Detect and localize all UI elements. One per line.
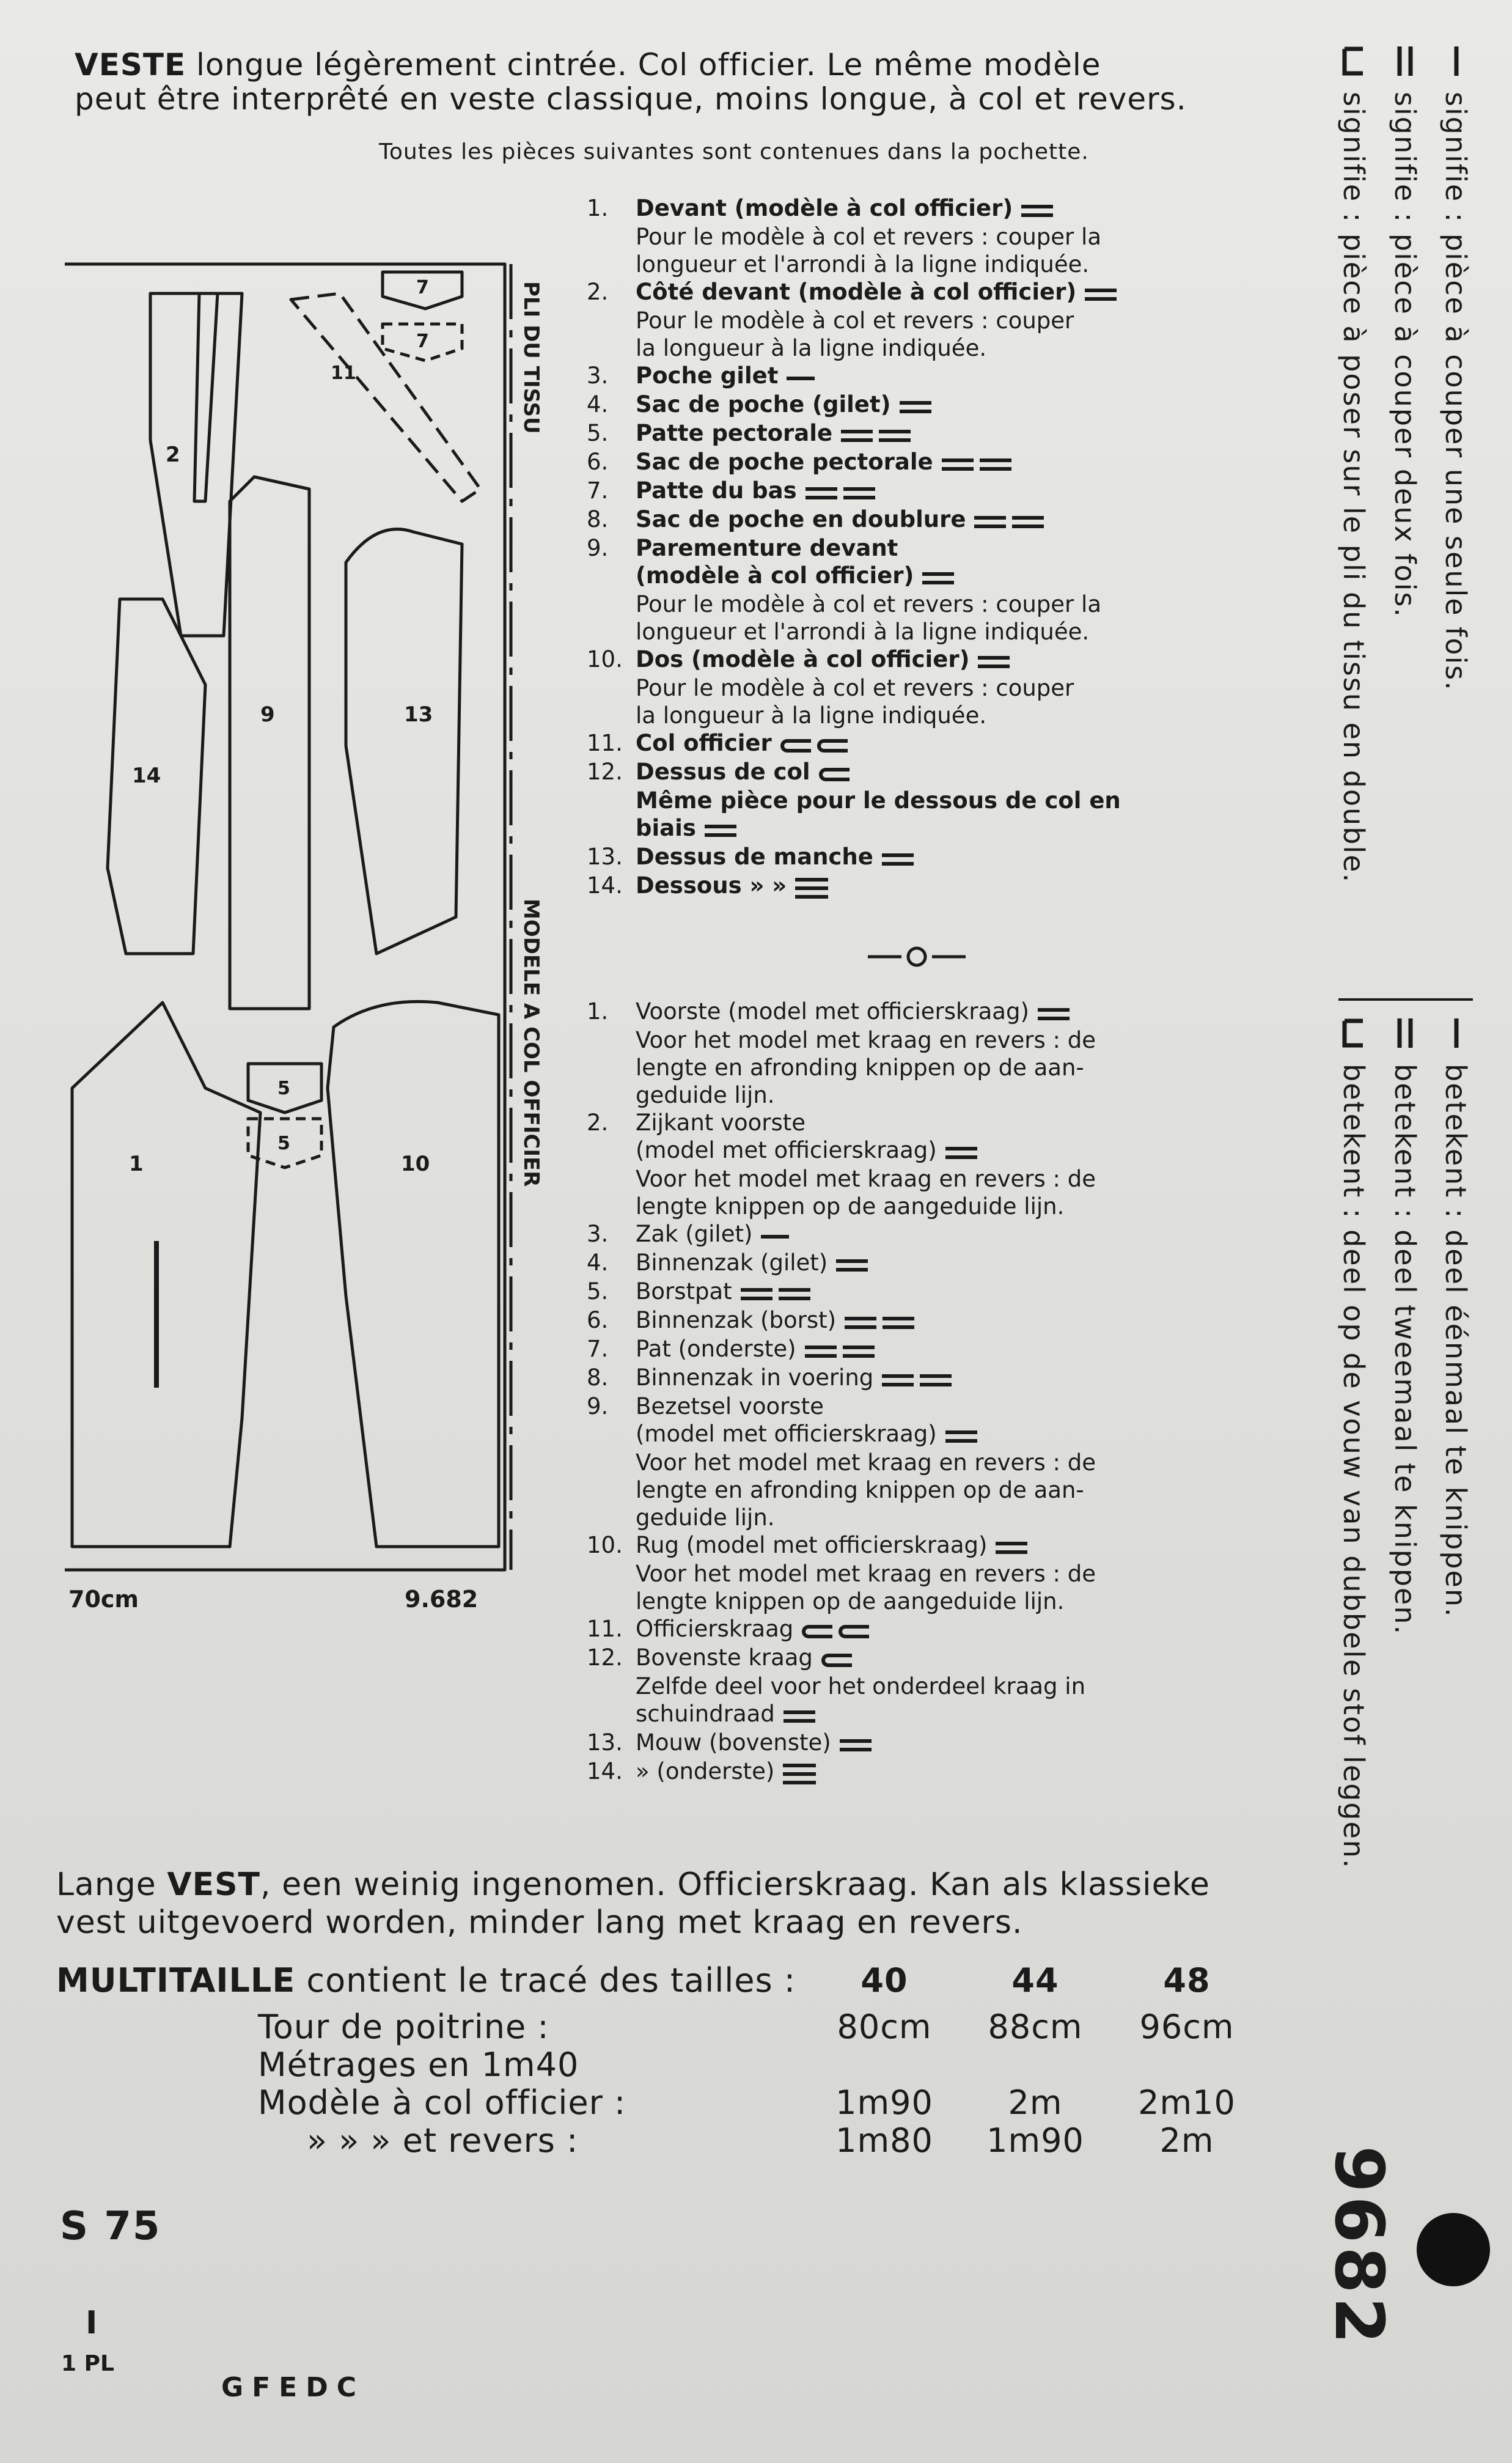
piece-item	[587, 872, 1222, 900]
french-intro	[75, 48, 1224, 116]
piece-note: longueur et l'arrondi à la ligne indiquée.	[636, 251, 1090, 278]
piece-item	[587, 1615, 1235, 1644]
diagram-piece-11: 11	[331, 363, 356, 384]
section-separator	[868, 941, 966, 972]
piece-text	[636, 1249, 1235, 1278]
piece-item	[587, 1700, 1235, 1729]
piece-item	[587, 1644, 1235, 1700]
pl-code: 1 PL	[61, 2351, 114, 2376]
piece-name: Borstpat	[636, 1278, 732, 1305]
piece-text	[636, 646, 1222, 729]
piece-text	[636, 391, 1222, 419]
diagram-piece-10: 10	[401, 1152, 430, 1176]
cutting-layout-diagram	[59, 257, 543, 1608]
piece-item	[587, 843, 1222, 872]
piece-name: Dos (modèle à col officier)	[636, 646, 970, 672]
piece-text	[636, 1335, 1235, 1364]
black-dot	[1417, 2213, 1490, 2286]
piece-text	[636, 419, 1222, 448]
piece-text	[636, 1729, 1235, 1758]
cut-symbol	[882, 1365, 952, 1393]
cut-symbol	[945, 1138, 977, 1165]
piece-text	[636, 1364, 1235, 1393]
piece-name: Officierskraag	[636, 1616, 794, 1642]
cut-symbol	[841, 421, 911, 448]
piece-text	[636, 758, 1222, 787]
piece-note: geduide lijn.	[636, 1504, 775, 1531]
piece-name: Sac de poche (gilet)	[636, 391, 891, 418]
piece-note: lengte en afronding knippen op de aan-	[636, 1055, 1084, 1081]
piece-item	[587, 562, 1222, 646]
diagram-piece-5a: 5	[277, 1078, 290, 1099]
piece-item	[587, 194, 1222, 278]
piece-name: Zak (gilet)	[636, 1221, 753, 1247]
bust-48: 96cm	[1139, 2008, 1235, 2046]
cut-symbol	[922, 563, 954, 591]
piece-note: lengte en afronding knippen op de aan-	[636, 1477, 1084, 1503]
diagram-number: 9.682	[405, 1586, 479, 1613]
piece-number: 2.	[587, 1110, 609, 1136]
piece-name: Patte du bas	[636, 477, 797, 504]
piece-item	[587, 1758, 1235, 1786]
cut-symbol	[821, 1645, 852, 1673]
piece-item	[587, 477, 1222, 506]
piece-number: 10.	[587, 646, 623, 672]
piece-text	[636, 1393, 1235, 1420]
legend-fr-twice: signifie : pièce à couper deux fois.	[1389, 92, 1422, 619]
piece-item	[587, 1109, 1235, 1136]
revers-44: 1m90	[986, 2121, 1084, 2160]
piece-name: Sac de poche en doublure	[636, 506, 966, 532]
piece-text	[636, 278, 1222, 362]
cut-symbol	[705, 815, 736, 843]
intro-line1: longue légèrement cintrée. Col officier. Le même modèle	[196, 47, 1101, 83]
metrage-label: Métrages en 1m40	[258, 2045, 579, 2084]
officier-label: Modèle à col officier :	[258, 2083, 626, 2122]
piece-text	[636, 814, 1222, 843]
piece-note: Voor het model met kraag en revers : de	[636, 1561, 1096, 1587]
nl-intro-line2: vest uitgevoerd worden, minder lang met kraag en revers.	[56, 1904, 1023, 1941]
cut-symbol	[900, 392, 931, 419]
piece-text	[636, 1615, 1235, 1644]
letter-code: GFEDC	[221, 2372, 365, 2403]
cut-symbol	[996, 1533, 1027, 1560]
piece-text	[636, 1420, 1235, 1531]
piece-note: geduide lijn.	[636, 1082, 775, 1108]
pattern-number: 9682	[1320, 2146, 1398, 2348]
diagram-piece-7a: 7	[416, 277, 429, 298]
piece-text	[636, 729, 1222, 758]
legend-divider	[1338, 996, 1473, 1003]
legend-nl-symbol-fold	[1340, 1015, 1368, 1051]
piece-number: 14.	[587, 1758, 623, 1784]
piece-text	[636, 1758, 1235, 1786]
piece-item	[587, 1420, 1235, 1531]
piece-note: longueur et l'arrondi à la ligne indiquée.	[636, 619, 1090, 645]
piece-name: biais	[636, 815, 696, 841]
piece-text	[636, 1220, 1235, 1249]
piece-list-fr	[587, 194, 1222, 900]
multitaille-label: MULTITAILLE	[56, 1961, 296, 2000]
piece-number: 1.	[587, 998, 609, 1025]
cut-symbol	[974, 507, 1044, 534]
pl-mark: I	[86, 2305, 98, 2341]
piece-number: 4.	[587, 1250, 609, 1276]
piece-note: la longueur à la ligne indiquée.	[636, 702, 987, 729]
piece-item	[587, 1729, 1235, 1758]
cut-symbol	[1085, 279, 1117, 307]
cut-symbol	[945, 1421, 977, 1449]
diagram-piece-13: 13	[404, 702, 433, 727]
piece-name: Binnenzak in voering	[636, 1364, 874, 1391]
bust-40: 80cm	[837, 2008, 932, 2046]
piece-item	[587, 391, 1222, 419]
piece-name: Col officier	[636, 730, 772, 756]
nl-intro-bold: VEST	[167, 1866, 261, 1903]
legend-nl-symbol-twice	[1391, 1015, 1419, 1051]
piece-number: 14.	[587, 872, 623, 899]
revers-label: » » » et revers :	[307, 2121, 579, 2160]
piece-item	[587, 1249, 1235, 1278]
legend-symbol-fold	[1340, 43, 1368, 79]
legend-symbol-once	[1442, 43, 1470, 79]
piece-name: Dessus de manche	[636, 844, 873, 870]
cut-symbol	[819, 759, 850, 787]
legend-nl-fold: betekent : deel op de vouw van dubbele stof leggen.	[1337, 1064, 1370, 1869]
cut-symbol	[882, 844, 914, 872]
piece-text	[636, 362, 1222, 391]
size-44: 44	[1011, 1961, 1059, 2000]
diagram-piece-5b: 5	[277, 1133, 290, 1154]
piece-name: Dessous » »	[636, 872, 787, 899]
legend-symbol-twice	[1391, 43, 1419, 79]
legend-nl-symbol-once	[1442, 1015, 1470, 1051]
piece-text	[636, 872, 1222, 900]
piece-item	[587, 1220, 1235, 1249]
piece-name: Même pièce pour le dessous de col en	[636, 787, 1121, 814]
piece-item	[587, 448, 1222, 477]
piece-item	[587, 1306, 1235, 1335]
piece-name: (model met officierskraag)	[636, 1137, 937, 1163]
cut-symbol	[845, 1308, 914, 1335]
piece-name: Voorste (model met officierskraag)	[636, 998, 1029, 1025]
piece-item	[587, 787, 1222, 814]
piece-name: Patte pectorale	[636, 420, 833, 446]
piece-text	[636, 477, 1222, 506]
piece-name: Bovenste kraag	[636, 1644, 813, 1671]
piece-item	[587, 1531, 1235, 1615]
piece-note: lengte knippen op de aangeduide lijn.	[636, 1588, 1065, 1614]
cut-symbol	[840, 1730, 872, 1758]
piece-note: la longueur à la ligne indiquée.	[636, 335, 987, 361]
piece-text	[636, 1278, 1235, 1306]
piece-number: 13.	[587, 844, 623, 870]
nl-intro-prefix: Lange	[56, 1866, 156, 1903]
legend-fr-fold: signifie : pièce à poser sur le pli du tissu en double.	[1337, 92, 1370, 884]
piece-name: schuindraad	[636, 1701, 775, 1727]
piece-item	[587, 758, 1222, 787]
series-code: S 75	[60, 2204, 161, 2249]
piece-number: 8.	[587, 1364, 609, 1391]
piece-text	[636, 1531, 1235, 1615]
piece-text	[636, 1700, 1235, 1729]
piece-item	[587, 646, 1222, 729]
bust-44: 88cm	[988, 2008, 1083, 2046]
piece-number: 2.	[587, 279, 609, 305]
piece-note: Pour le modèle à col et revers : couper la	[636, 224, 1101, 250]
piece-number: 6.	[587, 1307, 609, 1333]
cut-symbol	[836, 1250, 868, 1278]
piece-number: 7.	[587, 477, 609, 504]
piece-note: Voor het model met kraag en revers : de	[636, 1449, 1096, 1476]
piece-number: 1.	[587, 195, 609, 221]
piece-item	[587, 1278, 1235, 1306]
size-48: 48	[1163, 1961, 1211, 2000]
piece-note: Voor het model met kraag en revers : de	[636, 1027, 1096, 1053]
piece-list-nl	[587, 998, 1235, 1786]
piece-name: Rug (model met officierskraag)	[636, 1532, 988, 1558]
piece-number: 6.	[587, 449, 609, 475]
piece-item	[587, 1393, 1235, 1420]
size-40: 40	[861, 1961, 908, 2000]
piece-number: 12.	[587, 1644, 623, 1671]
cut-symbol	[942, 449, 1011, 477]
diagram-piece-7b: 7	[416, 331, 429, 352]
piece-number: 5.	[587, 1278, 609, 1305]
piece-item	[587, 278, 1222, 362]
piece-name: Zijkant voorste	[636, 1110, 806, 1136]
piece-text	[636, 787, 1222, 814]
piece-number: 3.	[587, 363, 609, 389]
piece-text	[636, 1306, 1235, 1335]
intro-title: VESTE	[75, 47, 186, 83]
piece-name: (model met officierskraag)	[636, 1421, 937, 1447]
piece-number: 13.	[587, 1729, 623, 1756]
piece-text	[636, 1136, 1235, 1220]
piece-name: Côté devant (modèle à col officier)	[636, 279, 1077, 305]
piece-name: Sac de poche pectorale	[636, 449, 933, 475]
cut-symbol	[761, 1221, 789, 1249]
piece-note: lengte knippen op de aangeduide lijn.	[636, 1193, 1065, 1220]
cut-symbol	[805, 1336, 875, 1364]
legend-fr-once: signifie : pièce à couper une seule fois.	[1439, 92, 1472, 691]
piece-text	[636, 843, 1222, 872]
multitaille-text: contient le tracé des tailles :	[306, 1961, 796, 2000]
piece-name: Poche gilet	[636, 363, 779, 389]
piece-text	[636, 1644, 1235, 1700]
piece-number: 9.	[587, 1393, 609, 1419]
cut-symbol	[741, 1279, 810, 1306]
piece-name: Binnenzak (gilet)	[636, 1250, 828, 1276]
piece-name: Bezetsel voorste	[636, 1393, 824, 1419]
piece-number: 10.	[587, 1532, 623, 1558]
cut-symbol	[978, 647, 1010, 674]
piece-item	[587, 1364, 1235, 1393]
cut-symbol	[1021, 196, 1053, 223]
size-table	[56, 1961, 1266, 2181]
officier-44: 2m	[1008, 2083, 1063, 2122]
piece-number: 5.	[587, 420, 609, 446]
piece-text	[636, 1109, 1235, 1136]
piece-item	[587, 534, 1222, 562]
piece-text	[636, 448, 1222, 477]
cut-symbol	[802, 1616, 869, 1644]
width-label: 70cm	[68, 1586, 139, 1613]
diagram-piece-2: 2	[166, 443, 180, 467]
nl-intro-rest: , een weinig ingenomen. Officierskraag. Kan als klassieke	[260, 1866, 1210, 1903]
diagram-piece-9: 9	[260, 702, 275, 727]
model-label: MODELE A COL OFFICIER	[519, 899, 543, 1187]
piece-number: 7.	[587, 1336, 609, 1362]
piece-name: (modèle à col officier)	[636, 562, 914, 589]
piece-name: Parementure devant	[636, 535, 898, 561]
piece-item	[587, 419, 1222, 448]
bust-label: Tour de poitrine :	[258, 2008, 549, 2046]
piece-text	[636, 534, 1222, 562]
diagram-piece-1: 1	[129, 1152, 144, 1176]
piece-text	[636, 506, 1222, 534]
piece-item	[587, 998, 1235, 1109]
piece-text	[636, 562, 1222, 646]
contained-note: Toutes les pièces suivantes sont contenues dans la pochette.	[379, 139, 1089, 164]
legend-nl-once: betekent : deel éénmaal te knippen.	[1439, 1064, 1472, 1618]
piece-item	[587, 1335, 1235, 1364]
piece-note: Zelfde deel voor het onderdeel kraag in	[636, 1673, 1086, 1699]
officier-48: 2m10	[1138, 2083, 1236, 2122]
piece-item	[587, 362, 1222, 391]
cut-symbol	[787, 363, 815, 391]
intro-line2: peut être interprêté en veste classique, moins longue, à col et revers.	[75, 81, 1187, 117]
piece-text	[636, 998, 1235, 1109]
diagram-piece-14: 14	[132, 764, 161, 788]
piece-number: 8.	[587, 506, 609, 532]
piece-item	[587, 814, 1222, 843]
legend-nl-twice: betekent : deel tweemaal te knippen.	[1389, 1064, 1422, 1636]
cut-symbol	[795, 873, 828, 900]
piece-name: » (onderste)	[636, 1758, 775, 1784]
piece-name: Devant (modèle à col officier)	[636, 195, 1013, 221]
piece-number: 4.	[587, 391, 609, 418]
piece-text	[636, 194, 1222, 278]
piece-number: 12.	[587, 759, 623, 785]
piece-name: Pat (onderste)	[636, 1336, 796, 1362]
piece-name: Dessus de col	[636, 759, 810, 785]
revers-48: 2m	[1159, 2121, 1214, 2160]
cut-symbol	[1038, 999, 1070, 1026]
piece-note: Pour le modèle à col et revers : couper la	[636, 591, 1101, 617]
cut-symbol	[806, 478, 875, 506]
fold-label: PLI DU TISSU	[519, 281, 543, 434]
piece-item	[587, 506, 1222, 534]
cut-symbol	[783, 1759, 816, 1786]
piece-name: Mouw (bovenste)	[636, 1729, 831, 1756]
piece-note: Voor het model met kraag en revers : de	[636, 1166, 1096, 1192]
revers-40: 1m80	[835, 2121, 933, 2160]
cut-symbol	[784, 1701, 815, 1729]
piece-number: 11.	[587, 1616, 623, 1642]
piece-name: Binnenzak (borst)	[636, 1307, 837, 1333]
piece-item	[587, 1136, 1235, 1220]
piece-number: 3.	[587, 1221, 609, 1247]
piece-number: 11.	[587, 730, 623, 756]
officier-40: 1m90	[835, 2083, 933, 2122]
cut-symbol	[780, 731, 848, 758]
piece-note: Pour le modèle à col et revers : couper	[636, 675, 1074, 701]
piece-number: 9.	[587, 535, 609, 561]
piece-item	[587, 729, 1222, 758]
piece-note: Pour le modèle à col et revers : couper	[636, 307, 1074, 334]
dutch-intro	[56, 1866, 1254, 1942]
